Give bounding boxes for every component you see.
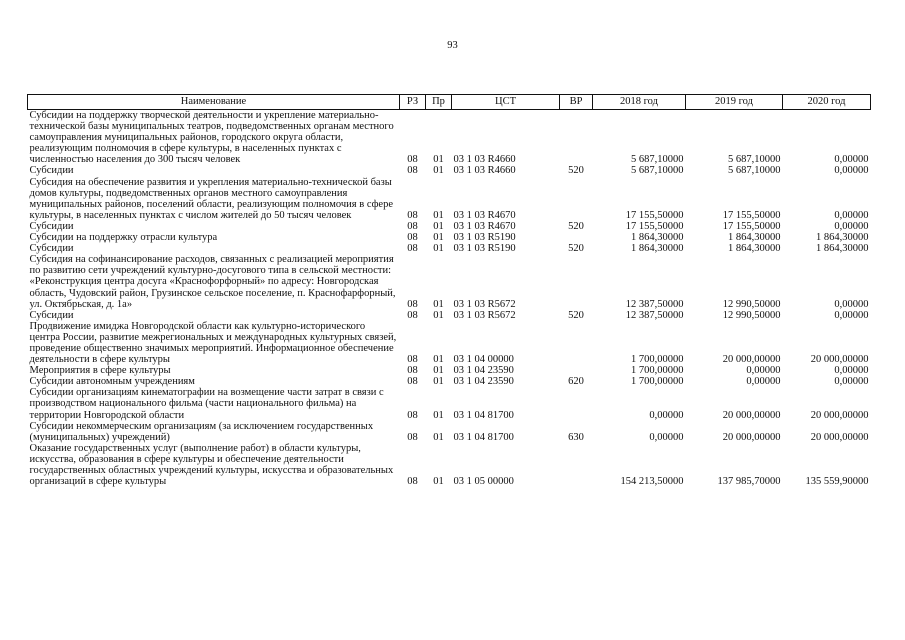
cell-y2018: 5 687,10000: [631, 165, 684, 177]
cell-y2018: 0,00000: [649, 409, 684, 421]
header-2019: 2019 год: [686, 95, 783, 110]
cell-rz: 08: [407, 354, 418, 366]
cell-vr: [560, 321, 593, 365]
cell-rz: 08: [407, 431, 418, 443]
cell-vr: [560, 254, 593, 309]
cell-pr: 01: [433, 476, 444, 488]
cell-name: Субсидии: [29, 309, 74, 321]
cell-y2018: 0,00000: [649, 431, 684, 443]
cell-y2019: 1 864,30000: [728, 243, 781, 255]
cell-pr: 01: [433, 220, 444, 232]
cell-y2020: 0,00000: [834, 220, 869, 232]
cell-cst: 03 1 03 R5672: [453, 298, 516, 310]
cell-pr: 01: [433, 376, 444, 388]
cell-y2018: 154 213,50000: [620, 476, 684, 488]
cell-name: Субсидии: [29, 165, 74, 177]
cell-vr: 520: [568, 243, 584, 255]
cell-y2020: 0,00000: [834, 154, 869, 166]
cell-pr: 01: [433, 354, 444, 366]
cell-y2018: 12 387,50000: [625, 309, 684, 321]
header-2020: 2020 год: [783, 95, 871, 110]
cell-pr: 01: [433, 309, 444, 321]
cell-vr: 520: [568, 309, 584, 321]
cell-y2020: 135 559,90000: [805, 476, 869, 488]
cell-y2019: 0,00000: [746, 365, 781, 377]
table-header-row: [28, 95, 871, 110]
cell-y2018: 1 864,30000: [631, 232, 684, 244]
cell-rz: 08: [407, 154, 418, 166]
cell-cst: 03 1 04 81700: [453, 431, 514, 443]
cell-vr: 520: [568, 165, 584, 177]
cell-pr: 01: [433, 298, 444, 310]
cell-name: Мероприятия в сфере культуры: [29, 365, 171, 377]
cell-pr: 01: [433, 232, 444, 244]
cell-rz: 08: [407, 165, 418, 177]
cell-y2020: 0,00000: [834, 376, 869, 388]
cell-pr: 01: [433, 154, 444, 166]
cell-name: Субсидии организациям кинематографии на возмещение части затрат в связи с производством национального фильма (части национального фильма) на территории Новгородской области: [29, 387, 384, 421]
header-2018: 2018 год: [593, 95, 686, 110]
cell-name: Оказание государственных услуг (выполнение работ) в области культуры, искусства, образования в сфере культуры и обеспечение деятельности государственных областных учреждений культуры, искусства и образовательных организаций в сфере культуры: [29, 442, 394, 488]
cell-y2019: 5 687,10000: [728, 165, 781, 177]
cell-y2019: 20 000,00000: [722, 354, 781, 366]
cell-y2020: 20 000,00000: [810, 431, 869, 443]
cell-y2018: 1 700,00000: [631, 365, 684, 377]
cell-cst: 03 1 03 R4670: [453, 209, 516, 221]
cell-cst: 03 1 03 R4660: [453, 165, 516, 177]
cell-y2019: 0,00000: [746, 376, 781, 388]
cell-cst: 03 1 04 23590: [453, 376, 514, 388]
cell-y2020: 0,00000: [834, 365, 869, 377]
cell-rz: 08: [407, 365, 418, 377]
cell-y2020: 0,00000: [834, 209, 869, 221]
cell-name: Субсидии автономным учреждениям: [29, 376, 195, 388]
cell-name: Субсидия на обеспечение развития и укрепления материально-технической базы домов культуры, подведомственных органов местного самоуправления муниципальных районов, поселений области, реализующим полномочия в сфере культуры, в населенных пунктах с числом жителей до 50 тысяч человек: [29, 176, 393, 221]
cell-y2019: 137 985,70000: [717, 476, 781, 488]
table-row: [28, 243, 871, 254]
cell-y2019: 17 155,50000: [722, 220, 781, 232]
table-row: [28, 387, 871, 420]
cell-y2018: 1 700,00000: [631, 354, 684, 366]
cell-y2019: 12 990,50000: [722, 298, 781, 310]
table-row: [28, 165, 871, 176]
cell-y2019: 17 155,50000: [722, 209, 781, 221]
cell-name: Субсидии на поддержку отрасли культура: [29, 232, 218, 244]
cell-name: Субсидии на поддержку творческой деятельности и укрепление материально-технической базы муниципальных театров, подведомственных органам местного самоуправления муниципальных районов, городского округа области, реализующим полномочия в сфере культуры, в населенных пунктах с численностью населения до 300 тысяч человек: [29, 110, 394, 166]
table-row: [28, 221, 871, 232]
header-vr: ВР: [560, 95, 593, 110]
cell-cst: 03 1 03 R4660: [453, 154, 516, 166]
cell-y2019: 5 687,10000: [728, 154, 781, 166]
cell-vr: 620: [568, 376, 584, 388]
cell-y2020: 20 000,00000: [810, 354, 869, 366]
cell-vr: [560, 387, 593, 420]
cell-rz: 08: [407, 232, 418, 244]
table-row: [28, 177, 871, 221]
header-name: Наименование: [28, 95, 400, 110]
cell-cst: 03 1 04 00000: [453, 354, 514, 366]
cell-name: Субсидия на софинансирование расходов, связанных с реализацией мероприятия по развитию сети учреждений культурно-досугового типа в сельской местности: «Реконструкция центра досуга «Краснофорфорный» по адресу: Новгородская область, Чудовский район, Грузинское сельское поселение, п. Краснофарфорный, ул. Октябрьская, д. 1а»: [29, 254, 396, 310]
cell-y2019: 20 000,00000: [722, 409, 781, 421]
cell-vr: 630: [568, 431, 584, 443]
cell-y2020: 0,00000: [834, 309, 869, 321]
cell-rz: 08: [407, 243, 418, 255]
cell-rz: 08: [407, 476, 418, 488]
cell-rz: 08: [407, 209, 418, 221]
cell-y2018: 17 155,50000: [625, 209, 684, 221]
header-cst: ЦСТ: [452, 95, 560, 110]
table-row: [28, 254, 871, 309]
cell-y2019: 1 864,30000: [728, 232, 781, 244]
cell-y2020: 20 000,00000: [810, 409, 869, 421]
cell-y2018: 12 387,50000: [625, 298, 684, 310]
table-row: [28, 421, 871, 443]
table-row: [28, 232, 871, 243]
cell-y2020: 1 864,30000: [816, 243, 869, 255]
cell-pr: 01: [433, 165, 444, 177]
cell-cst: 03 1 05 00000: [453, 476, 514, 488]
table-row: [28, 310, 871, 321]
cell-vr: [560, 110, 593, 166]
cell-vr: [560, 177, 593, 221]
cell-cst: 03 1 03 R5190: [453, 232, 516, 244]
cell-vr: [560, 232, 593, 243]
cell-y2020: 0,00000: [834, 298, 869, 310]
cell-cst: 03 1 03 R4670: [453, 220, 516, 232]
table-row: [28, 110, 871, 166]
cell-pr: 01: [433, 243, 444, 255]
cell-y2019: 20 000,00000: [722, 431, 781, 443]
table-row: [28, 443, 871, 487]
cell-y2018: 1 700,00000: [631, 376, 684, 388]
cell-y2020: 1 864,30000: [816, 232, 869, 244]
cell-vr: [560, 365, 593, 376]
cell-rz: 08: [407, 309, 418, 321]
cell-name: Субсидии: [29, 220, 74, 232]
cell-y2018: 5 687,10000: [631, 154, 684, 166]
table-body: [28, 110, 871, 488]
cell-rz: 08: [407, 376, 418, 388]
cell-name: Субсидии некоммерческим организациям (за исключением государственных (муниципальных) учреждений): [29, 420, 374, 443]
page-number: 93: [447, 40, 458, 51]
budget-table: [27, 94, 871, 487]
cell-rz: 08: [407, 298, 418, 310]
cell-name: Субсидии: [29, 243, 74, 255]
cell-y2020: 0,00000: [834, 165, 869, 177]
cell-y2019: 12 990,50000: [722, 309, 781, 321]
cell-y2018: 17 155,50000: [625, 220, 684, 232]
cell-vr: [560, 443, 593, 487]
cell-name: Продвижение имиджа Новгородской области как культурно-исторического центра России, развитие межрегиональных и международных культурных связей, проведение общественно значимых мероприятий. Информационное обеспечение деятельности в сфере культуры: [29, 320, 397, 366]
cell-pr: 01: [433, 409, 444, 421]
table-row: [28, 365, 871, 376]
cell-pr: 01: [433, 431, 444, 443]
cell-pr: 01: [433, 365, 444, 377]
cell-vr: 520: [568, 220, 584, 232]
cell-rz: 08: [407, 220, 418, 232]
cell-cst: 03 1 04 23590: [453, 365, 514, 377]
header-rz: РЗ: [400, 95, 426, 110]
cell-y2018: 1 864,30000: [631, 243, 684, 255]
cell-cst: 03 1 03 R5190: [453, 243, 516, 255]
cell-rz: 08: [407, 409, 418, 421]
header-pr: Пр: [426, 95, 452, 110]
cell-cst: 03 1 03 R5672: [453, 309, 516, 321]
table-row: [28, 321, 871, 365]
cell-pr: 01: [433, 209, 444, 221]
cell-cst: 03 1 04 81700: [453, 409, 514, 421]
table-row: [28, 376, 871, 387]
